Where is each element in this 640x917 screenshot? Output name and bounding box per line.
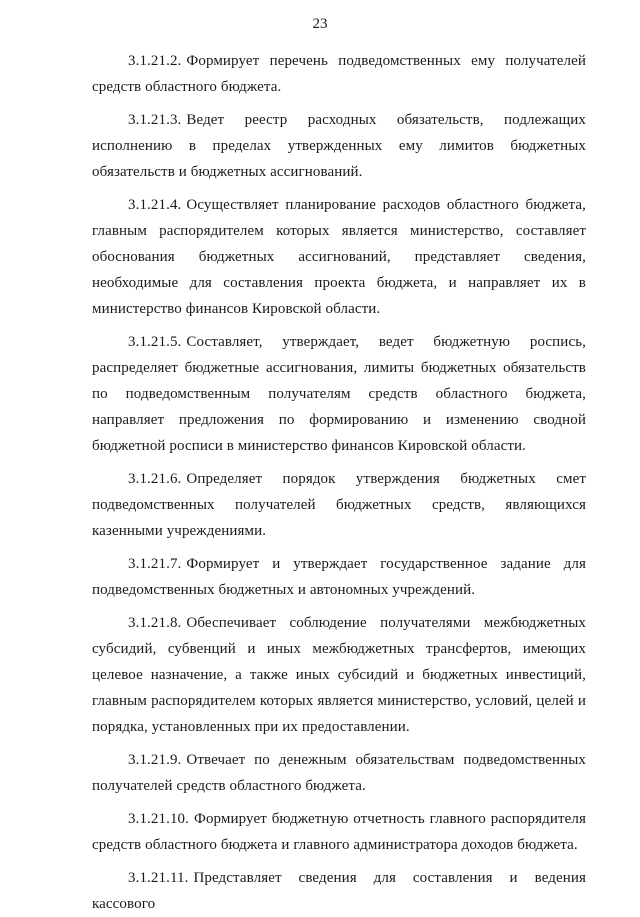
paragraph-3-1-21-3 [92, 107, 586, 185]
paragraph-text: Представляет сведения для составления и ведения кассового [92, 870, 586, 912]
paragraph-text: Ведет реестр расходных обязательств, подлежащих исполнению в пределах утвержденных ему лимитов бюджетных обязательств и бюджетных ассигнований. [92, 112, 586, 180]
paragraph-3-1-21-10 [92, 806, 586, 858]
paragraph-number: 3.1.21.11. [128, 870, 189, 886]
paragraph-3-1-21-5 [92, 329, 586, 459]
paragraph-text: Формирует перечень подведомственных ему получателей средств областного бюджета. [92, 53, 586, 95]
paragraph-text: Обеспечивает соблюдение получателями межбюджетных субсидий, субвенций и иных межбюджетных трансфертов, имеющих целевое назначение, а также иных субсидий и бюджетных инвестиций, главным распорядителем которых является министерство, условий, целей и порядка, установленных при их предоставлении. [92, 615, 586, 735]
paragraph-text: Формирует бюджетную отчетность главного распорядителя средств областного бюджета и главного администратора доходов бюджета. [92, 811, 586, 853]
paragraph-text: Отвечает по денежным обязательствам подведомственных получателей средств областного бюджета. [92, 752, 586, 794]
paragraph-3-1-21-11 [92, 865, 586, 917]
paragraph-number: 3.1.21.4. [128, 197, 182, 213]
page-number: 23 [312, 16, 328, 32]
paragraph-number: 3.1.21.3. [128, 112, 182, 128]
paragraph-number: 3.1.21.2. [128, 53, 182, 69]
paragraph-text: Составляет, утверждает, ведет бюджетную роспись, распределяет бюджетные ассигнования, лимиты бюджетных обязательств по подведомственным получателям средств областного бюджета, направляет предложения по формированию и изменению сводной бюджетной росписи в министерство финансов Кировской области. [92, 334, 586, 454]
paragraph-3-1-21-4 [92, 192, 586, 322]
paragraph-text: Осуществляет планирование расходов областного бюджета, главным распорядителем которых является министерство, составляет обоснования бюджетных ассигнований, представляет сведения, необходимые для составления проекта бюджета, и направляет их в министерство финансов Кировской области. [92, 197, 586, 317]
paragraph-3-1-21-7 [92, 551, 586, 603]
paragraph-number: 3.1.21.9. [128, 752, 182, 768]
document-body [92, 48, 586, 917]
paragraph-3-1-21-8 [92, 610, 586, 740]
paragraph-number: 3.1.21.5. [128, 334, 182, 350]
paragraph-3-1-21-9 [92, 747, 586, 799]
paragraph-number: 3.1.21.8. [128, 615, 182, 631]
paragraph-number: 3.1.21.10. [128, 811, 189, 827]
paragraph-number: 3.1.21.6. [128, 471, 182, 487]
paragraph-3-1-21-6 [92, 466, 586, 544]
paragraph-text: Формирует и утверждает государственное задание для подведомственных бюджетных и автономных учреждений. [92, 556, 586, 598]
paragraph-3-1-21-2 [92, 48, 586, 100]
paragraph-text: Определяет порядок утверждения бюджетных смет подведомственных получателей бюджетных средств, являющихся казенными учреждениями. [92, 471, 586, 539]
paragraph-number: 3.1.21.7. [128, 556, 182, 572]
